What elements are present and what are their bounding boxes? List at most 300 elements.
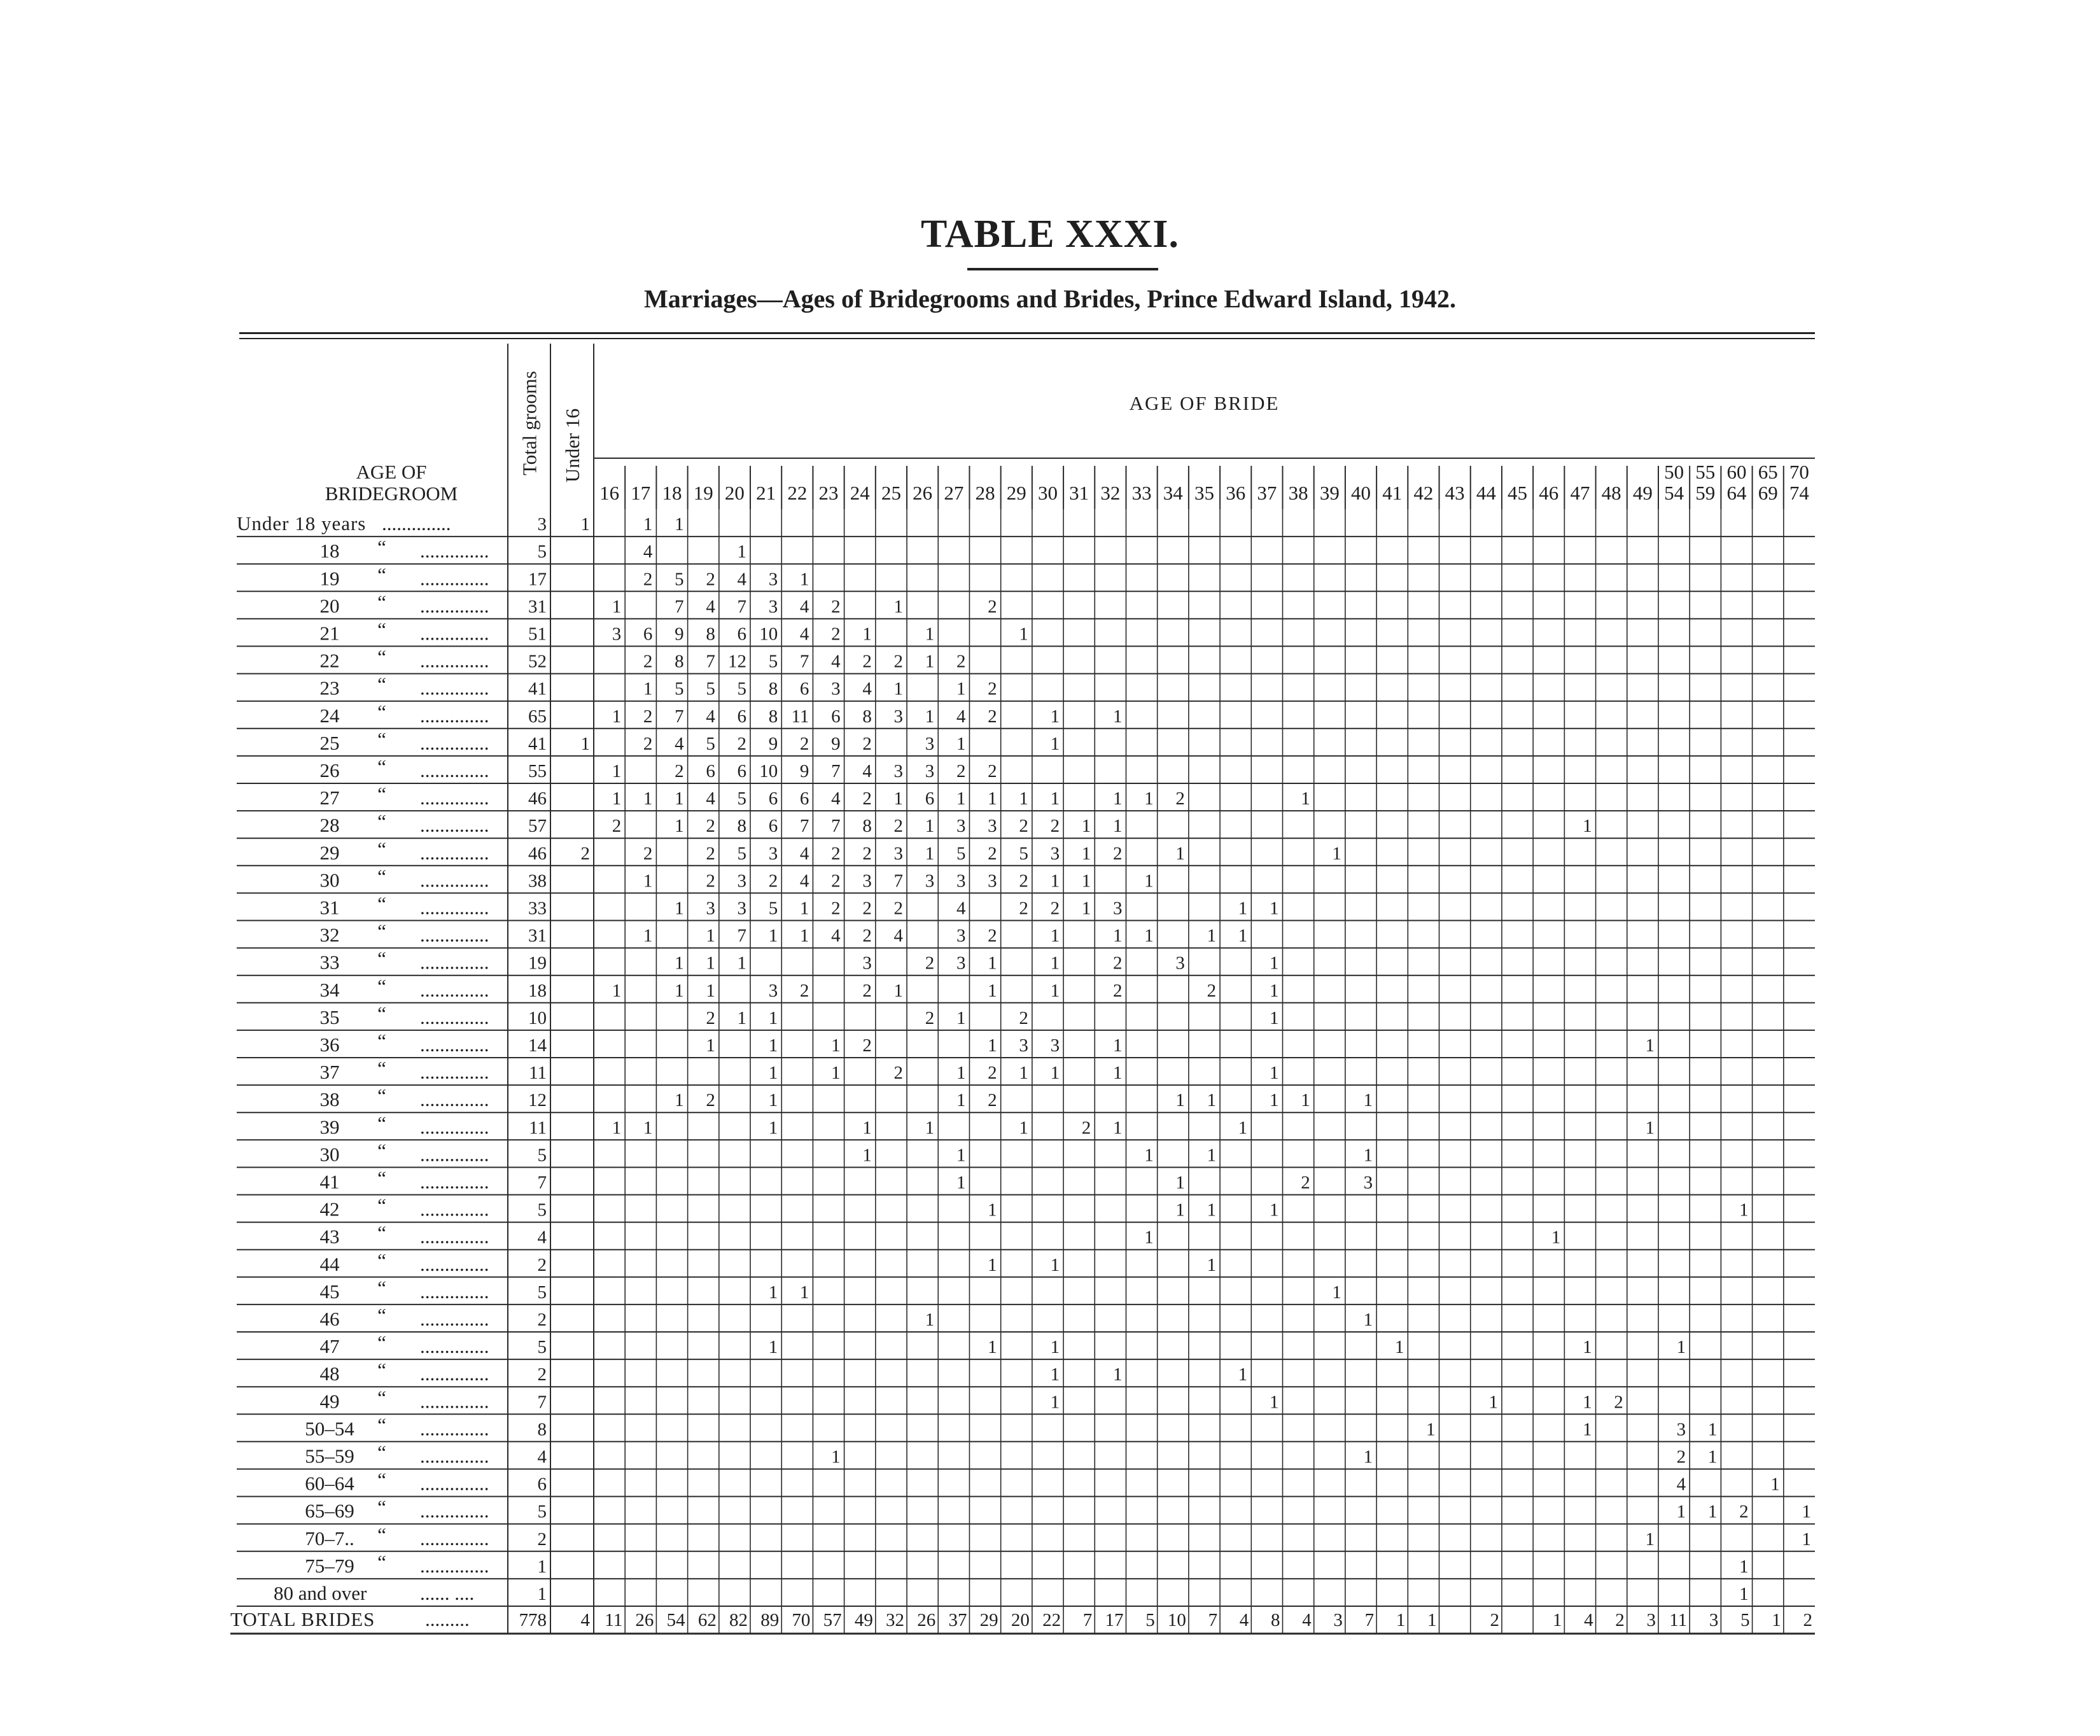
table-cell: 2: [643, 706, 653, 727]
row-label: 26: [319, 759, 340, 781]
table-cell: 1: [1081, 898, 1091, 919]
table-cell: 1: [1332, 843, 1341, 864]
table-cell: 1: [1081, 871, 1091, 892]
table-cell: 3: [1050, 843, 1060, 864]
ditto-mark: “: [377, 892, 386, 915]
bride-age-label: 28: [975, 482, 995, 504]
leader-dots: ..............: [420, 841, 489, 864]
table-cell: 8: [768, 678, 778, 699]
bride-age-label: 30: [1037, 482, 1058, 504]
row-label: 33: [319, 951, 340, 974]
table-cell: 1: [706, 980, 715, 1001]
table-cell: 1: [1676, 1501, 1686, 1522]
bride-age-label: 18: [662, 482, 682, 504]
leader-dots: ..............: [420, 951, 489, 974]
bride-age-label: 50: [1664, 461, 1684, 483]
row-label: 41: [319, 1170, 340, 1193]
table-cell: 3: [1363, 1172, 1373, 1193]
row-label: 30: [319, 1143, 340, 1166]
table-cell: 3: [1050, 1035, 1060, 1056]
row-label: 22: [319, 649, 340, 672]
leader-dots: ..............: [420, 1390, 489, 1413]
table-cell: 3: [988, 871, 997, 892]
row-label: 35: [319, 1005, 340, 1028]
table-cell: 1: [643, 788, 653, 809]
table-cell: 1: [893, 980, 904, 1001]
table-cell: 1: [1739, 1200, 1749, 1221]
table-cell: 1: [612, 596, 622, 617]
table-cell: 1: [675, 980, 684, 1001]
table-cell: 1: [1050, 953, 1060, 974]
ditto-mark: “: [377, 591, 386, 613]
table-cell: 3: [1175, 953, 1185, 974]
bride-age-label: 37: [1257, 482, 1277, 504]
ditto-mark: “: [377, 1166, 386, 1189]
row-label: 70–7..: [305, 1527, 354, 1550]
total-grooms-value: 4: [537, 1446, 547, 1467]
table-cell: 1: [1488, 1392, 1498, 1413]
table-cell: 1: [612, 706, 622, 727]
table-cell: 4: [675, 733, 684, 754]
total-grooms-value: 46: [528, 843, 547, 864]
table-cell: 1: [1112, 816, 1123, 837]
table-cell: 8: [768, 706, 778, 727]
table-cell: 1: [768, 1090, 778, 1111]
table-cell: 7: [737, 596, 747, 617]
table-cell: 1: [956, 1145, 966, 1166]
ditto-mark: “: [377, 1276, 386, 1299]
table-cell: 4: [1676, 1474, 1686, 1495]
leader-dots: ..............: [382, 512, 451, 535]
table-cell: 10: [759, 761, 778, 781]
total-brides-value: 7: [1364, 1610, 1375, 1631]
bride-age-label: 29: [1006, 482, 1026, 504]
total-grooms-value: 7: [537, 1172, 547, 1193]
table-cell: 2: [1019, 898, 1028, 919]
row-label: 24: [319, 704, 340, 727]
table-cell: 2: [956, 761, 966, 781]
row-label: 65–69: [305, 1499, 354, 1522]
table-cell: 6: [643, 624, 653, 645]
bride-age-label: 22: [787, 482, 808, 504]
ditto-mark: “: [377, 1386, 386, 1409]
row-label: 34: [319, 978, 340, 1001]
table-cell: 1: [925, 1310, 935, 1330]
table-cell: 4: [831, 788, 841, 809]
table-cell: 3: [956, 871, 966, 892]
total-brides-value: 2: [1490, 1610, 1499, 1631]
bride-age-label: 35: [1194, 482, 1214, 504]
table-cell: 1: [1676, 1337, 1686, 1358]
table-cell: 1: [1050, 1337, 1060, 1358]
total-brides-value: 2: [1803, 1610, 1812, 1631]
table-cell: 1: [956, 1007, 966, 1028]
table-cell: 1: [1270, 1200, 1279, 1221]
table-cell: 4: [831, 925, 841, 946]
page-title: TABLE XXXI.: [920, 213, 1180, 256]
bride-age-label: 43: [1445, 482, 1465, 504]
table-cell: 1: [1081, 816, 1091, 837]
table-cell: 2: [862, 925, 872, 946]
total-brides-value: 7: [1082, 1610, 1093, 1631]
table-cell: 1: [799, 1282, 809, 1303]
table-cell: 1: [1050, 788, 1060, 809]
total-grooms-value: 2: [537, 1254, 547, 1275]
table-cell: 2: [1019, 816, 1028, 837]
total-grooms-value: 7: [537, 1392, 547, 1413]
table-cell: 3: [988, 816, 997, 837]
total-brides-value: 1: [1772, 1610, 1781, 1631]
bride-age-label: 54: [1664, 482, 1684, 504]
total-brides-value: 57: [823, 1610, 842, 1631]
bride-age-label: 17: [631, 482, 651, 504]
table-cell: 3: [612, 624, 622, 645]
table-cell: 3: [768, 596, 778, 617]
table-cell: 1: [768, 1117, 778, 1138]
table-cell: 2: [1112, 980, 1123, 1001]
table-cell: 7: [675, 706, 684, 727]
total-brides-value: 5: [1740, 1610, 1750, 1631]
table-cell: 8: [675, 651, 684, 672]
table-cell: 2: [1050, 898, 1060, 919]
total-grooms-value: 11: [529, 1117, 547, 1138]
table-cell: 4: [862, 678, 872, 699]
table-cell: 10: [759, 624, 778, 645]
ditto-mark: “: [377, 1221, 386, 1244]
total-brides-value: 1: [1427, 1610, 1437, 1631]
table-cell: 4: [893, 925, 904, 946]
table-cell: 1: [1270, 898, 1279, 919]
table-cell: 1: [1645, 1035, 1655, 1056]
table-cell: 4: [737, 569, 747, 590]
table-cell: 1: [1207, 1090, 1217, 1111]
total-grooms-value: 5: [537, 1501, 547, 1522]
table-cell: 1: [1426, 1419, 1436, 1440]
table-cell: 1: [1112, 1364, 1123, 1385]
table-cell: 1: [1175, 843, 1185, 864]
row-label: 39: [319, 1116, 340, 1138]
bride-age-label: 38: [1288, 482, 1308, 504]
ditto-mark: “: [377, 673, 386, 696]
table-cell: 3: [956, 953, 966, 974]
table-cell: 2: [643, 569, 653, 590]
ditto-mark: “: [377, 947, 386, 970]
table-cell: 2: [706, 1090, 715, 1111]
table-cell: 2: [643, 651, 653, 672]
ditto-mark: “: [377, 1413, 386, 1436]
table-cell: 1: [925, 624, 935, 645]
table-cell: 4: [831, 651, 841, 672]
table-cell: 1: [925, 843, 935, 864]
table-cell: 1: [1207, 1254, 1217, 1275]
table-cell: 1: [799, 898, 809, 919]
table-cell: 1: [1050, 1254, 1060, 1275]
table-cell: 5: [737, 678, 747, 699]
table-cell: 1: [1363, 1145, 1373, 1166]
total-grooms-value: 2: [537, 1364, 547, 1385]
table-cell: 2: [862, 980, 872, 1001]
leader-dots: ..............: [420, 1554, 489, 1577]
total-brides-value: 11: [605, 1610, 623, 1631]
total-brides-value: 3: [1333, 1610, 1343, 1631]
table-cell: 1: [675, 514, 684, 535]
total-grooms-value: 1: [537, 1556, 547, 1577]
table-cell: 9: [799, 761, 809, 781]
total-brides-value: 20: [1011, 1610, 1030, 1631]
leader-dots: .........: [425, 1608, 470, 1631]
table-cell: 1: [612, 1117, 622, 1138]
table-cell: 3: [956, 816, 966, 837]
total-grooms-header: Total grooms: [518, 370, 541, 476]
table-cell: 2: [893, 1063, 904, 1084]
table-cell: 1: [1019, 788, 1028, 809]
bride-age-label: 16: [599, 482, 620, 504]
row-label: 20: [319, 594, 340, 617]
table-cell: 1: [1707, 1501, 1718, 1522]
total-grooms-value: 46: [528, 788, 547, 809]
table-cell: 1: [1583, 1337, 1592, 1358]
total-grooms-value: 65: [528, 706, 547, 727]
table-cell: 1: [675, 788, 684, 809]
table-cell: 1: [1112, 1035, 1123, 1056]
leader-dots: ..............: [420, 978, 489, 1001]
table-cell: 2: [612, 816, 622, 837]
table-cell: 1: [612, 788, 622, 809]
table-cell: 1: [643, 1117, 653, 1138]
total-grooms-value: 41: [528, 678, 547, 699]
leader-dots: ..............: [420, 676, 489, 699]
table-cell: 1: [988, 1337, 997, 1358]
total-brides-value: 49: [854, 1610, 873, 1631]
table-cell: 2: [1112, 953, 1123, 974]
bride-age-label: 42: [1413, 482, 1434, 504]
ditto-mark: “: [377, 1331, 386, 1354]
total-brides-value: 1: [1552, 1610, 1562, 1631]
bride-age-label: 74: [1789, 482, 1809, 504]
table-cell: 1: [988, 953, 997, 974]
leader-dots: ..............: [420, 759, 489, 781]
row-label: 44: [319, 1252, 340, 1275]
total-brides-value: 89: [760, 1610, 780, 1631]
table-cell: 3: [862, 953, 872, 974]
bride-age-label: 46: [1539, 482, 1559, 504]
total-brides-value: 1: [1396, 1610, 1406, 1631]
total-brides-value: 32: [886, 1610, 905, 1631]
table-cell: 1: [768, 925, 778, 946]
table-cell: 1: [1207, 925, 1217, 946]
total-grooms-value: 33: [528, 898, 547, 919]
table-cell: 1: [1207, 1145, 1217, 1166]
table-cell: 2: [893, 898, 904, 919]
table-cell: 1: [1238, 1364, 1248, 1385]
leader-dots: ..............: [420, 896, 489, 919]
row-label: 60–64: [305, 1472, 354, 1495]
total-grooms-value: 6: [537, 1474, 547, 1495]
table-cell: 2: [706, 1007, 715, 1028]
total-grooms-value: 41: [528, 733, 547, 754]
leader-dots: ..............: [420, 1417, 489, 1440]
table-cell: 8: [706, 624, 715, 645]
table-cell: 1: [1270, 1063, 1279, 1084]
table-cell: 1: [1050, 706, 1060, 727]
bride-age-label: 41: [1382, 482, 1403, 504]
table-cell: 2: [737, 733, 747, 754]
table-cell: 12: [728, 651, 747, 672]
table-cell: 2: [988, 706, 997, 727]
table-cell: 1: [925, 816, 935, 837]
table-cell: 1: [1551, 1227, 1561, 1248]
row-label: 18: [319, 540, 340, 563]
table-cell: 6: [768, 816, 778, 837]
table-cell: 3: [862, 871, 872, 892]
table-cell: 7: [799, 651, 809, 672]
table-cell: 1: [737, 953, 747, 974]
leader-dots: ..............: [420, 1280, 489, 1303]
table-cell: 2: [862, 651, 872, 672]
table-cell: 5: [956, 843, 966, 864]
age-of-bride-header: AGE OF BRIDE: [1129, 392, 1280, 414]
leader-dots: ..............: [420, 1445, 489, 1467]
under-16-header: Under 16: [561, 408, 584, 483]
bride-age-label: 49: [1632, 482, 1653, 504]
table-cell: 1: [988, 1254, 997, 1275]
table-cell: 7: [831, 816, 841, 837]
ditto-mark: “: [377, 1550, 386, 1573]
table-cell: 1: [925, 1117, 935, 1138]
total-brides-under-16: 4: [580, 1610, 590, 1631]
under-16-value: 2: [580, 843, 590, 864]
table-cell: 3: [925, 871, 935, 892]
ditto-mark: “: [377, 618, 386, 641]
table-cell: 9: [768, 733, 778, 754]
table-cell: 1: [643, 514, 653, 535]
row-label: 36: [319, 1033, 340, 1056]
table-cell: 3: [1676, 1419, 1686, 1440]
row-label: 75–79: [305, 1554, 354, 1577]
table-cell: 3: [925, 761, 935, 781]
leader-dots: ..............: [420, 594, 489, 617]
row-label: 46: [319, 1308, 340, 1330]
table-cell: 1: [1050, 925, 1060, 946]
table-cell: 1: [1583, 1392, 1592, 1413]
table-cell: 4: [706, 788, 715, 809]
total-grooms-value: 57: [528, 816, 547, 837]
table-cell: 7: [799, 816, 809, 837]
table-cell: 4: [799, 843, 809, 864]
under-16-value: 1: [580, 733, 590, 754]
total-brides-grand-total: 778: [519, 1610, 547, 1631]
row-label: 47: [319, 1335, 340, 1358]
table-cell: 1: [893, 788, 904, 809]
leader-dots: ..............: [420, 1225, 489, 1248]
bride-age-label: 20: [724, 482, 745, 504]
ditto-mark: “: [377, 755, 386, 778]
table-cell: 4: [706, 706, 715, 727]
table-cell: 1: [1238, 1117, 1248, 1138]
bride-age-label: 60: [1726, 461, 1747, 483]
page-subtitle: Marriages—Ages of Bridegrooms and Brides, Prince Edward Island, 1942.: [644, 284, 1456, 313]
ditto-mark: “: [377, 837, 386, 860]
table-cell: 1: [706, 953, 715, 974]
leader-dots: ..............: [420, 1198, 489, 1221]
row-label: 38: [319, 1088, 340, 1111]
total-grooms-value: 31: [528, 596, 547, 617]
table-cell: 3: [893, 706, 904, 727]
table-cell: 1: [988, 980, 997, 1001]
table-cell: 3: [1019, 1035, 1028, 1056]
table-cell: 1: [956, 1172, 966, 1193]
table-cell: 1: [768, 1035, 778, 1056]
bride-age-label: 40: [1351, 482, 1371, 504]
leader-dots: ..............: [420, 1472, 489, 1495]
table-cell: 2: [1301, 1172, 1310, 1193]
table-cell: 1: [988, 1035, 997, 1056]
total-grooms-value: 19: [528, 953, 547, 974]
leader-dots: ..............: [420, 622, 489, 645]
table-cell: 1: [1050, 871, 1060, 892]
table-cell: 6: [799, 678, 809, 699]
table-cell: 2: [831, 898, 841, 919]
leader-dots: ..............: [420, 704, 489, 727]
bride-age-label: 25: [881, 482, 901, 504]
total-brides-value: 54: [666, 1610, 685, 1631]
table-cell: 1: [1144, 871, 1154, 892]
table-cell: 1: [1112, 706, 1123, 727]
bride-age-label: 23: [818, 482, 839, 504]
total-grooms-value: 55: [528, 761, 547, 781]
table-cell: 7: [675, 596, 684, 617]
table-cell: 5: [737, 843, 747, 864]
table-cell: 1: [675, 898, 684, 919]
table-cell: 6: [831, 706, 841, 727]
table-cell: 2: [1614, 1392, 1623, 1413]
total-grooms-value: 11: [529, 1063, 547, 1084]
table-cell: 2: [1050, 816, 1060, 837]
table-cell: 4: [862, 761, 872, 781]
row-label: 31: [319, 896, 340, 919]
table-cell: 5: [768, 898, 778, 919]
table-cell: 4: [799, 624, 809, 645]
table-cell: 1: [706, 925, 715, 946]
table-cell: 1: [643, 678, 653, 699]
ditto-mark: “: [377, 727, 386, 750]
leader-dots: ..............: [420, 1170, 489, 1193]
table-cell: 5: [675, 569, 684, 590]
table-cell: 2: [831, 843, 841, 864]
table-cell: 1: [1144, 925, 1154, 946]
row-label: 27: [319, 787, 340, 809]
total-brides-value: 10: [1167, 1610, 1186, 1631]
ditto-mark: “: [377, 1249, 386, 1271]
leader-dots: ..............: [420, 1335, 489, 1358]
table-cell: 1: [1645, 1117, 1655, 1138]
bride-age-label: 55: [1695, 461, 1716, 483]
total-brides-value: 37: [948, 1610, 967, 1631]
bride-age-label: 19: [693, 482, 713, 504]
table-cell: 1: [1050, 733, 1060, 754]
table-cell: 1: [1332, 1282, 1341, 1303]
row-label: Under 18 years: [237, 512, 367, 535]
table-cell: 2: [862, 733, 872, 754]
bride-age-label: 26: [913, 482, 933, 504]
table-cell: 1: [956, 1090, 966, 1111]
total-brides-value: 29: [979, 1610, 998, 1631]
ditto-mark: “: [377, 645, 386, 668]
leader-dots: ..............: [420, 869, 489, 892]
table-cell: 5: [737, 788, 747, 809]
leader-dots: ..............: [420, 1088, 489, 1111]
bride-age-label: 64: [1726, 482, 1747, 504]
